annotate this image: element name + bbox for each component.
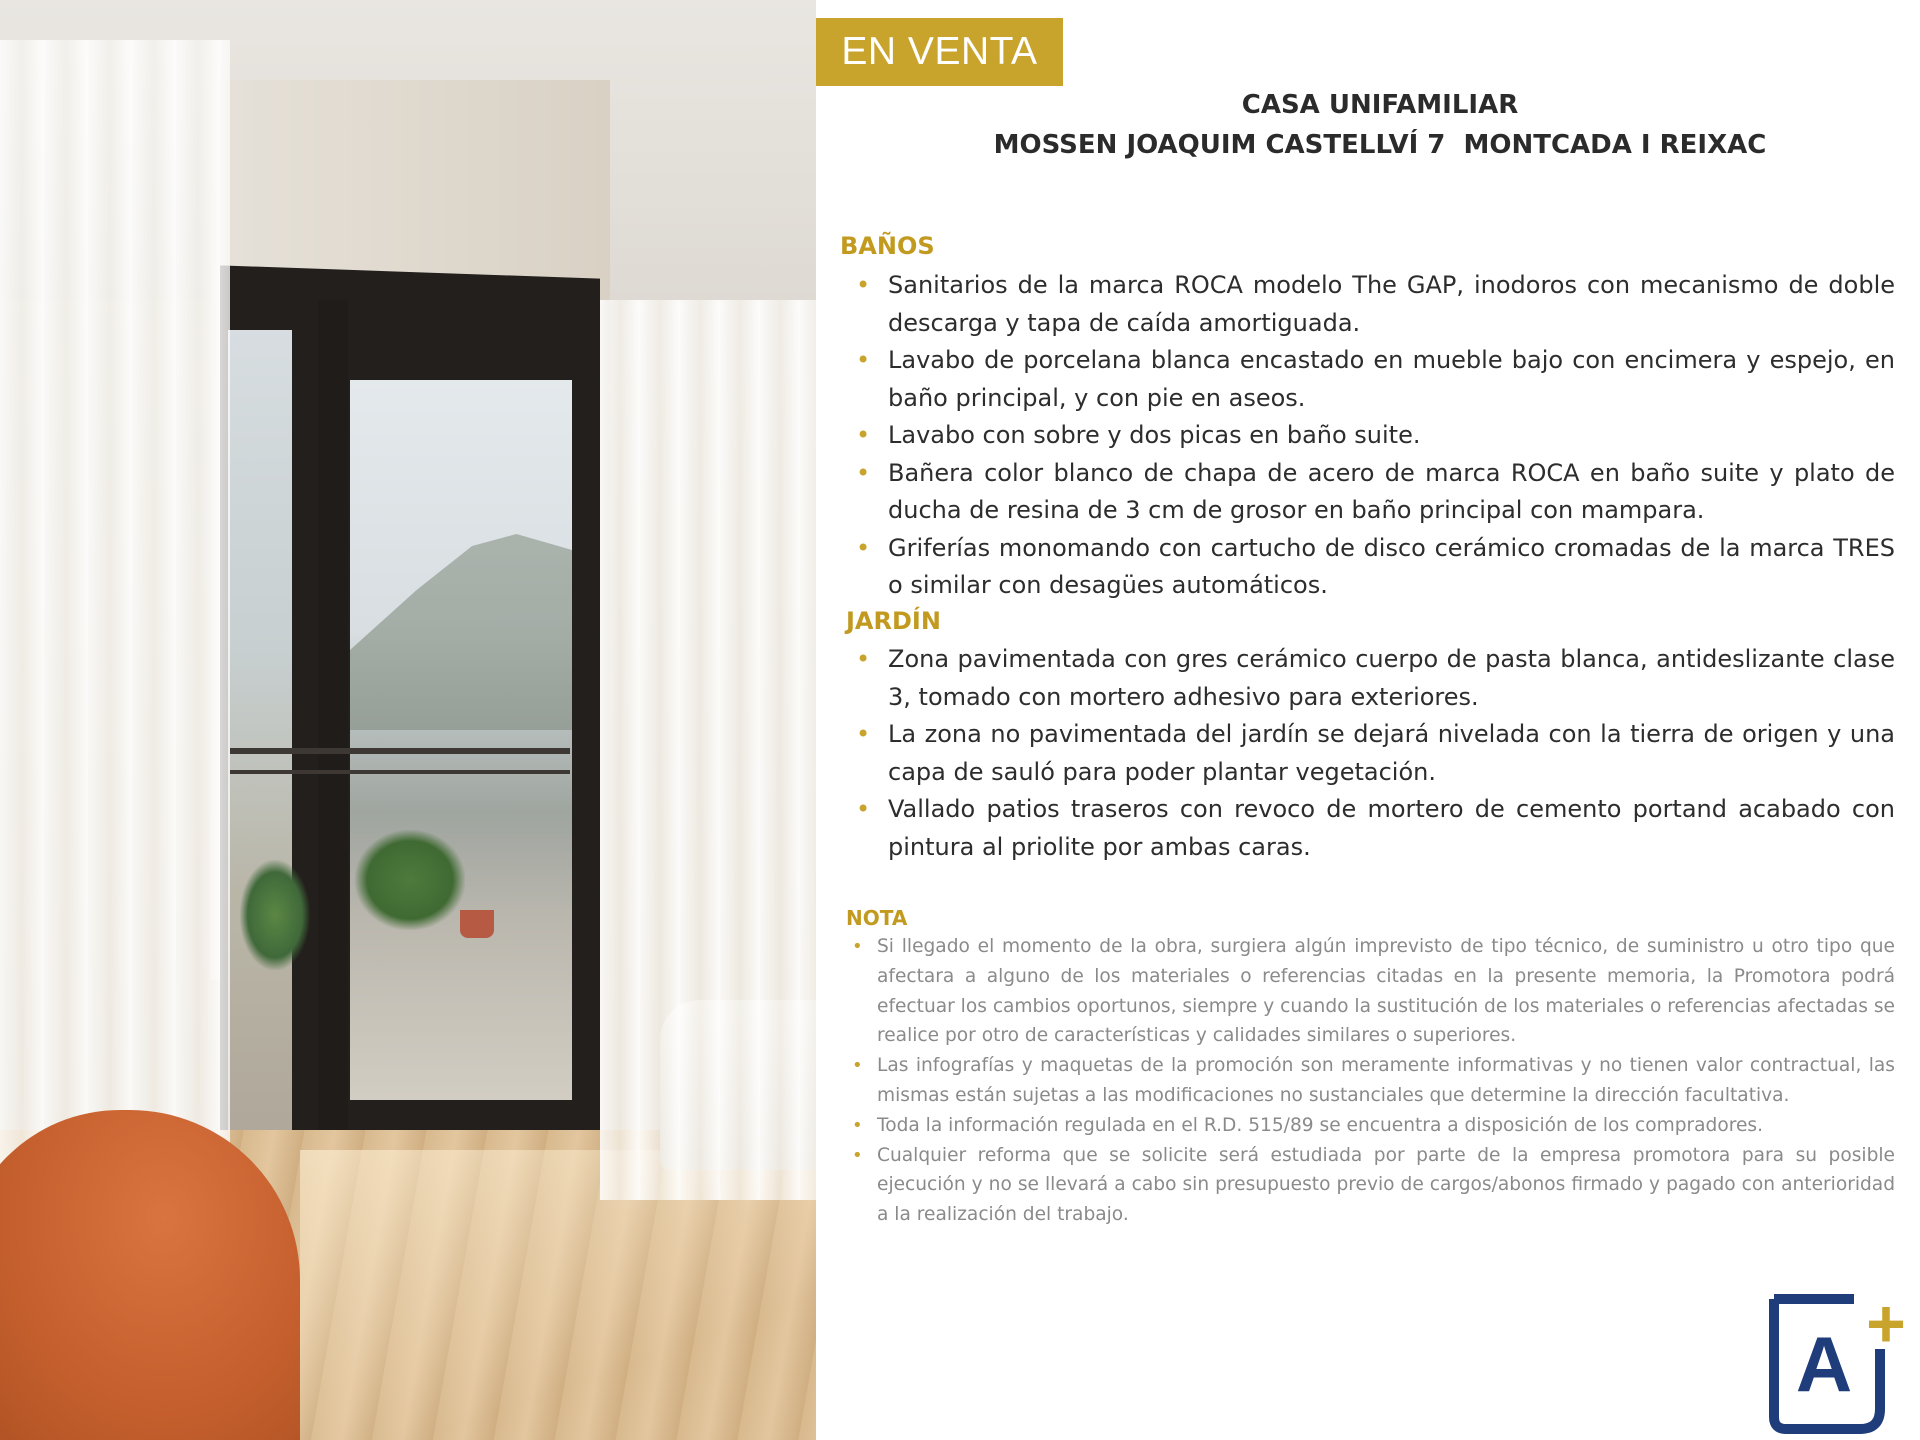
section-heading-banos: BAÑOS: [840, 232, 935, 260]
bullet-icon: •: [856, 458, 871, 487]
brand-logo-icon: [1762, 1285, 1912, 1435]
list-item: • Toda la información regulada en el R.D. 515/89 se encuentra a disposición de los compradores.: [850, 1111, 1895, 1141]
list-item: • La zona no pavimentada del jardín se dejará nivelada con la tierra de origen y una capa de sauló para poder plantar vegetación.: [852, 716, 1895, 791]
bullet-icon: •: [856, 795, 871, 823]
section-heading-nota: NOTA: [846, 906, 908, 930]
bullet-icon: •: [856, 720, 871, 748]
bullet-icon: •: [852, 1055, 863, 1077]
bullet-icon: •: [856, 645, 871, 673]
list-item: • Vallado patios traseros con revoco de mortero de cemento portand acabado con pintura al priolite por ambas caras.: [852, 791, 1895, 866]
section-heading-jardin: JARDÍN: [846, 607, 941, 635]
list-item: • Bañera color blanco de chapa de acero de marca ROCA en baño suite y plato de ducha de resina de 3 cm de grosor en baño principal con mampara.: [852, 455, 1895, 530]
jardin-list: [852, 641, 1895, 866]
banos-list: [852, 267, 1895, 605]
photo-curtain-right: [600, 300, 816, 1200]
bullet-icon: •: [856, 346, 871, 374]
list-item: • Lavabo de porcelana blanca encastado en mueble bajo con encimera y espejo, en baño principal, y con pie en aseos.: [852, 342, 1895, 417]
photo-window-glass-left: [228, 330, 292, 1130]
list-item: • Zona pavimentada con gres cerámico cuerpo de pasta blanca, antideslizante clase 3, tomado con mortero adhesivo para exteriores.: [852, 641, 1895, 716]
for-sale-label: EN VENTA: [841, 30, 1038, 73]
list-item: • Sanitarios de la marca ROCA modelo The GAP, inodoros con mecanismo de doble descarga y tapa de caída amortiguada.: [852, 267, 1895, 342]
bullet-icon: •: [856, 271, 871, 299]
list-item: • Si llegado el momento de la obra, surgiera algún imprevisto de tipo técnico, de suministro u otro tipo que afectara a alguno de los materiales o referencias citadas en la presente memoria, la Promotora podrá efectuar los cambios oportunos, siempre y cuando la sustitución de los materiales o referencias afectadas se realice por otro de características y calidades similares o superiores.: [850, 932, 1895, 1051]
photo-plant-pot: [460, 910, 494, 938]
list-item: • Griferías monomando con cartucho de disco cerámico cromadas de la marca TRES o similar con desagües automáticos.: [852, 530, 1895, 605]
property-address-title: MOSSEN JOAQUIM CASTELLVÍ 7 MONTCADA I REIXAC: [993, 130, 1767, 160]
photo-window-glass-right: [350, 380, 572, 1100]
photo-balcony-rail: [230, 748, 570, 754]
bullet-icon: •: [856, 533, 871, 562]
list-item: • Cualquier reforma que se solicite será estudiada por parte de la empresa promotora para su posible ejecución y no se llevará a cabo sin presupuesto previo de cargos/abonos firmado y pagado con anterioridad a la realización del trabajo.: [850, 1141, 1895, 1230]
photo-curtain-left: [0, 40, 230, 1240]
bullet-icon: •: [852, 1114, 863, 1136]
property-type-title: CASA UNIFAMILIAR: [1241, 90, 1519, 120]
bullet-icon: •: [852, 1144, 863, 1166]
logo-letter: A: [1795, 1320, 1853, 1408]
nota-list: [850, 932, 1895, 1230]
interior-photo: [0, 0, 816, 1440]
photo-window-mullion: [318, 300, 348, 1160]
logo-plus: +: [1866, 1286, 1906, 1362]
photo-balcony-rail-lower: [230, 770, 570, 774]
bullet-icon: •: [852, 936, 863, 957]
photo-plant-left: [240, 860, 310, 970]
list-item: • Lavabo con sobre y dos picas en baño suite.: [852, 417, 1895, 455]
for-sale-badge: [816, 18, 1063, 86]
list-item: • Las infografías y maquetas de la promoción son meramente informativas y no tienen valor contractual, las mismas están sujetas a las modificaciones no sustanciales que determine la dirección facultativa.: [850, 1051, 1895, 1111]
photo-plant: [355, 830, 465, 930]
bullet-icon: •: [856, 421, 871, 449]
